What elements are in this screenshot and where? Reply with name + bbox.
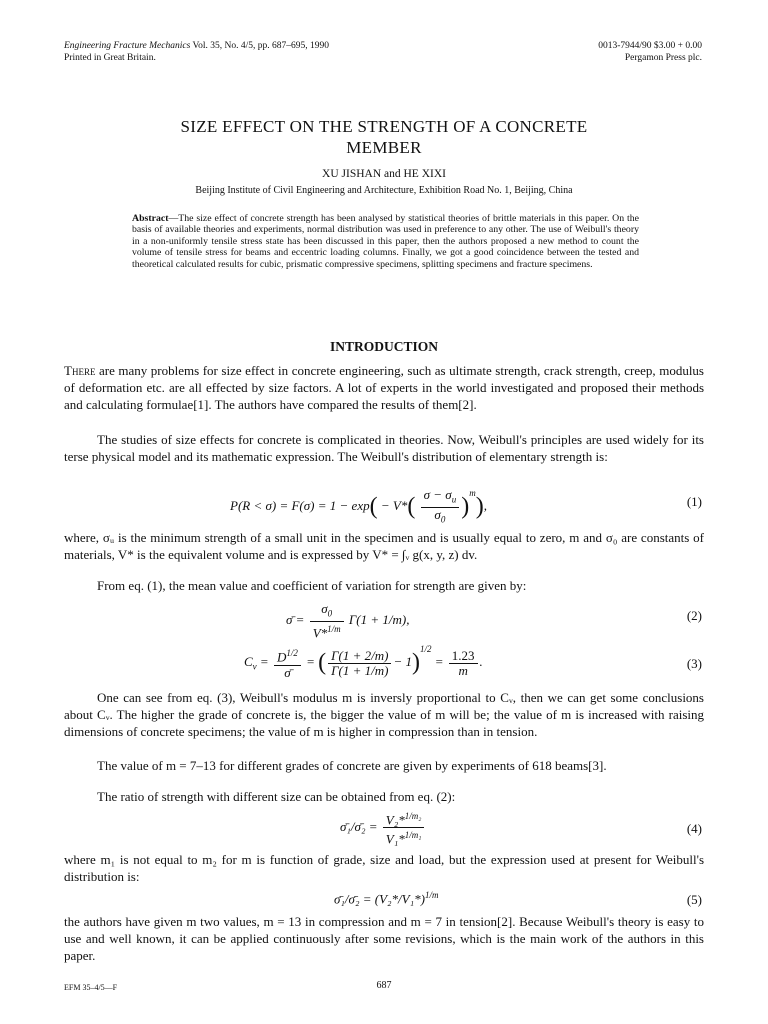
printed-line: Printed in Great Britain. — [64, 53, 156, 63]
equation-3-number: (3) — [686, 656, 702, 671]
equation-5 — [64, 890, 704, 912]
journal-citation: Vol. 35, No. 4/5, pp. 687–695, 1990 — [190, 41, 330, 51]
equation-4-number: (4) — [686, 821, 702, 836]
eq2-lhs: σ̄ = — [286, 611, 305, 627]
intro-paragraph-1 — [64, 362, 704, 414]
ratio-line: The ratio of strength with different size can be obtained from eq. (2): — [97, 789, 456, 804]
eq4-lhs: σ̄₁/σ̄₂ = — [340, 818, 378, 834]
eq3-fraction-1: $\frac{D^{1/2}}{\sigmā}$ — [274, 646, 301, 679]
after-equation-3: One can see from eq. (3), Weibull's modulus m is inversly proportional to Cᵥ, then we can get some conclusions about Cᵥ. The higher the grade of concrete is, the bigger the value of m will be; the value of m is increased with raising dimensions of concrete specimens; the value of m is higher in compression than in tension. — [64, 690, 704, 740]
eq1-denominator: σ — [434, 506, 441, 522]
eq1-vstar: V* — [392, 498, 408, 514]
equation-3-expression: $C_v$ = $\frac{D^{1/2}}{\sigmā}$ = ( $\frac{\Gamma(1 + 2/m)}{\Gamma(1 + 1/m)}$ − 1)$^{1/2}$ = $\frac{1.23}{m}$ . — [244, 644, 483, 680]
equation-1-number: (1) — [686, 494, 702, 509]
eq4-fraction: $\frac{V_2*^{1/m_2}}{V_1*^{1/m_1}}$ — [383, 809, 425, 847]
eq1-lhs: P(R < σ) = F(σ) = 1 − exp — [230, 498, 370, 514]
page-number: 687 — [376, 980, 392, 991]
eq3-lhs: C — [244, 654, 253, 669]
authors: XU JISHAN and HE XIXI — [322, 168, 446, 180]
abstract — [132, 213, 639, 270]
eq3-fraction-3: $\frac{1.23}{m}$ — [449, 649, 478, 678]
title-line-1: SIZE EFFECT ON THE STRENGTH OF A CONCRETE — [180, 117, 588, 136]
publisher-header — [598, 40, 702, 64]
intro-lead-word: There — [64, 363, 96, 378]
section-heading: INTRODUCTION — [329, 339, 438, 354]
abstract-text: —The size effect of concrete strength has been analysed by statistical theories of brittle materials in this paper. On the basis of available theories and experiments, normal distribution was used in preference to any other. The use of Weibull's theory in a non-uniformly tensile stress state has been discussed in this paper, then the authors proposed a new method to count the volume of tensile stress for beams and eccentric loading columns. Finally, we got a good coincidence between the tested and theoretical calculated results for cubic, prismatic compressive specimens, splitting specimens and fracture specimens. — [132, 213, 639, 270]
equation-4-expression — [340, 809, 426, 847]
equation-2-number: (2) — [686, 608, 702, 623]
equation-2 — [64, 598, 704, 640]
after-equation-4: where m₁ is not equal to m₂ for m is function of grade, size and load, but the expression used at present for Weibull's distribution is: — [64, 852, 704, 885]
eq3-exponent: 1/2 — [420, 644, 432, 654]
eq1-fraction: $\frac{\sigma - \sigma_u}{\sigma_0}$ — [421, 488, 460, 526]
eq3-fraction-2: $\frac{\Gamma(1 + 2/m)}{\Gamma(1 + 1/m)}$ — [328, 649, 391, 678]
eq1-exponent: m — [469, 488, 476, 499]
footer-code: EFM 35–4/5—F — [64, 983, 118, 992]
issn-price: 0013-7944/90 $3.00 + 0.00 — [598, 41, 702, 51]
equation-5-number: (5) — [686, 892, 702, 907]
title-line-2: MEMBER — [346, 138, 422, 157]
eq2-fraction: $\frac{\sigma_0}{V*^{1/m}}$ — [310, 602, 344, 640]
from-eq1-line: From eq. (1), the mean value and coefficient of variation for strength are given by: — [97, 578, 527, 593]
equation-5-expression: σ̄₁/σ̄₂ = $(V_2*/V_1*)^{1/m}$ — [334, 890, 439, 907]
journal-header — [64, 40, 329, 64]
equation-1-expression: P(R < σ) = F(σ) = 1 − exp( − V*( $\frac{\sigma - \sigma_u}{\sigma_0}$ )$^m$), — [230, 487, 487, 525]
after-equation-5: the authors have given m two values, m = 13 in compression and m = 7 in tension[2]. Because Weibull's theory is easy to use and well known, it can be applied continuously after some revisions, which is the main work of the authors in this paper. — [64, 914, 704, 964]
eq2-rhs: Γ(1 + 1/m), — [348, 611, 410, 627]
equation-4 — [64, 807, 704, 847]
eq1-numerator: σ − σ — [423, 487, 452, 502]
intro-paragraph-2: The studies of size effects for concrete is complicated in theories. Now, Weibull's principles are used widely for its terse physical model and its mathematic expression. The Weibull's distribution of elementary strength is: — [64, 432, 704, 465]
equation-1 — [64, 484, 704, 524]
publisher-name: Pergamon Press plc. — [624, 53, 702, 63]
equation-2-expression — [286, 602, 409, 640]
equation-3 — [64, 640, 704, 684]
value-of-m-paragraph: The value of m = 7–13 for different grades of concrete are given by experiments of 618 beams[3]. — [97, 758, 607, 773]
after-equation-1: where, σᵤ is the minimum strength of a small unit in the specimen and is usually equal to zero, m and σ₀ are constants of materials, V* is the equivalent volume and is expressed by V* = ∫ᵥ g(x, y, z) dv. — [64, 530, 704, 563]
paper-title — [0, 116, 768, 158]
intro-p1-text: are many problems for size effect in concrete engineering, such as ultimate strength, crack strength, creep, modulus of deformation etc. are all effected by size factors. A lot of experts in the world investigated and proposed their methods and calculating formulae[1]. The authors have compared the results of them[2]. — [64, 363, 704, 413]
journal-name: Engineering Fracture Mechanics — [64, 41, 191, 51]
affiliation: Beijing Institute of Civil Engineering and Architecture, Exhibition Road No. 1, Beijing, China — [195, 185, 573, 196]
abstract-label: Abstract — [132, 213, 169, 224]
